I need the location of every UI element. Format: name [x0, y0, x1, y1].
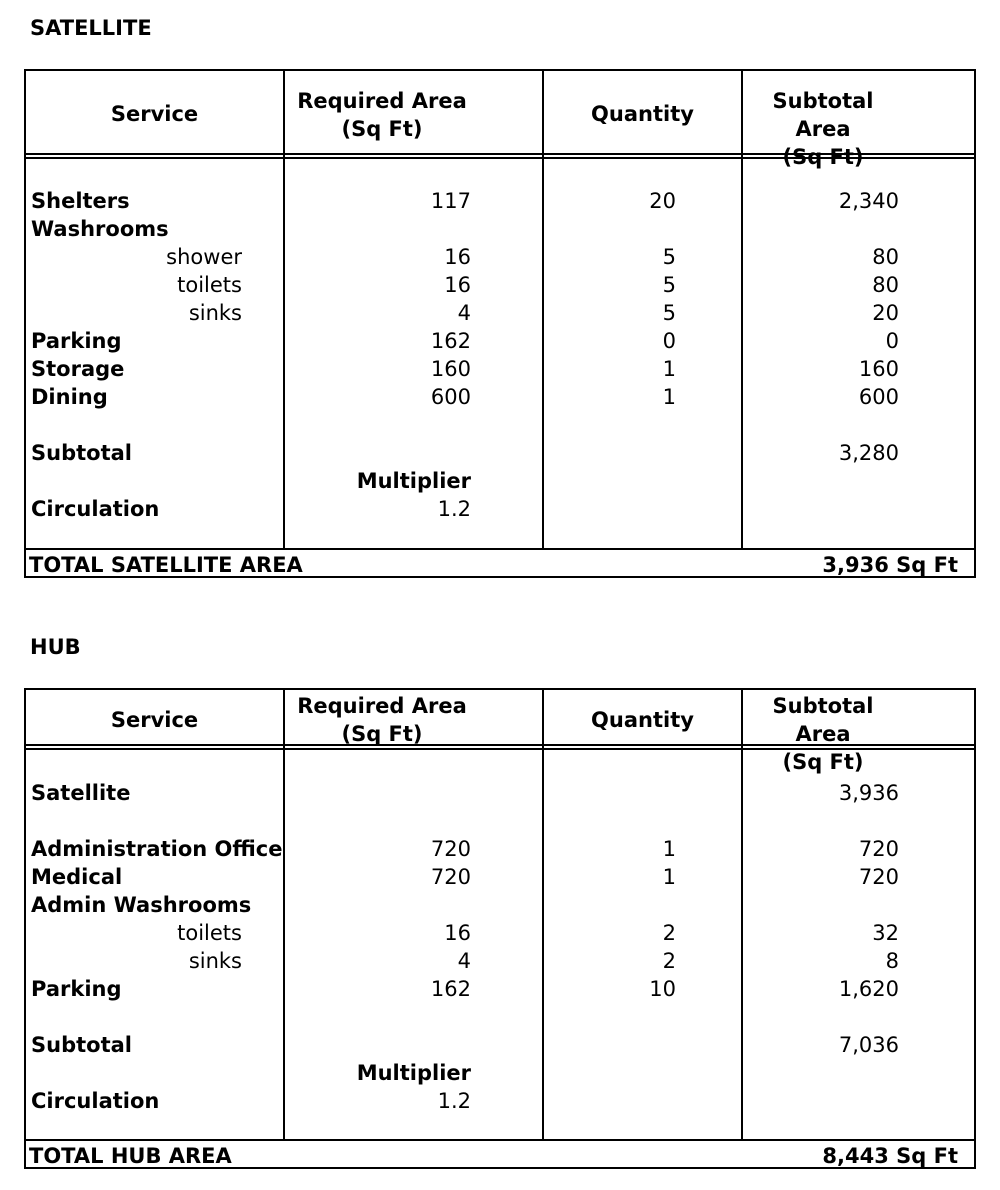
- row-sublabel: toilets: [177, 921, 242, 945]
- table-row: [26, 975, 976, 1003]
- circulation-row: [26, 1087, 976, 1115]
- header-subtotal-area: [743, 87, 903, 171]
- satellite-row: [26, 779, 976, 807]
- total-value: 3,936 Sq Ft: [822, 553, 958, 577]
- header-required-area-line1: Required Area: [297, 694, 467, 718]
- multiplier-label: Multiplier: [356, 469, 471, 493]
- row-quantity: 5: [662, 245, 676, 269]
- circulation-row: [26, 495, 976, 523]
- header-quantity: Quantity: [591, 708, 694, 732]
- total-row: [26, 551, 976, 579]
- total-value: 8,443 Sq Ft: [822, 1144, 958, 1168]
- satellite-section-title: SATELLITE: [30, 16, 152, 40]
- row-quantity: 20: [649, 189, 676, 213]
- header-required-area-line2: (Sq Ft): [341, 722, 423, 746]
- row-subtotal: 20: [872, 301, 899, 325]
- header-required-area-line2: (Sq Ft): [341, 117, 423, 141]
- header-subtotal-area-line2: (Sq Ft): [782, 145, 864, 169]
- row-label: Satellite: [31, 781, 131, 805]
- hub-table: [24, 688, 976, 1169]
- subtotal-value: 3,280: [838, 441, 899, 465]
- header-quantity: Quantity: [591, 102, 694, 126]
- table-row: [26, 947, 976, 975]
- row-required: 162: [430, 329, 471, 353]
- hub-section-title: HUB: [30, 635, 81, 659]
- table-row: [26, 271, 976, 299]
- header-required-area: [285, 87, 479, 143]
- row-required: 16: [444, 273, 471, 297]
- subtotal-label: Subtotal: [31, 1033, 132, 1057]
- header-service: Service: [110, 102, 199, 126]
- header-service: Service: [110, 708, 199, 732]
- row-subtotal: 80: [872, 245, 899, 269]
- row-subtotal: 600: [858, 385, 899, 409]
- subtotal-row: [26, 1031, 976, 1059]
- row-required: 720: [430, 837, 471, 861]
- row-quantity: 2: [662, 949, 676, 973]
- row-quantity: 1: [662, 385, 676, 409]
- table-row: [26, 835, 976, 863]
- row-label: Medical: [31, 865, 123, 889]
- table-row: [26, 243, 976, 271]
- row-required: 162: [430, 977, 471, 1001]
- row-subtotal: 80: [872, 273, 899, 297]
- row-label: Dining: [31, 385, 108, 409]
- table-row: [26, 355, 976, 383]
- header-required-area-line1: Required Area: [297, 89, 467, 113]
- multiplier-label: Multiplier: [356, 1061, 471, 1085]
- total-divider: [26, 548, 974, 550]
- row-label: Parking: [31, 977, 122, 1001]
- row-required: 720: [430, 865, 471, 889]
- row-label: Washrooms: [31, 217, 169, 241]
- row-sublabel: toilets: [177, 273, 242, 297]
- row-quantity: 2: [662, 921, 676, 945]
- multiplier-row: [26, 1059, 976, 1087]
- table-row: [26, 383, 976, 411]
- table-row: [26, 299, 976, 327]
- row-quantity: 1: [662, 357, 676, 381]
- row-sublabel: sinks: [188, 301, 242, 325]
- total-row: [26, 1142, 976, 1170]
- circulation-label: Circulation: [31, 1089, 160, 1113]
- row-subtotal: 2,340: [838, 189, 899, 213]
- table-row: [26, 327, 976, 355]
- row-subtotal: 160: [858, 357, 899, 381]
- subtotal-label: Subtotal: [31, 441, 132, 465]
- satellite-table: [24, 69, 976, 578]
- subtotal-value: 7,036: [838, 1033, 899, 1057]
- row-subtotal: 0: [885, 329, 899, 353]
- table-row: [26, 919, 976, 947]
- table-row: [26, 863, 976, 891]
- row-label: Admin Washrooms: [31, 893, 252, 917]
- row-subtotal: 720: [858, 865, 899, 889]
- row-subtotal: 1,620: [838, 977, 899, 1001]
- total-label: TOTAL HUB AREA: [29, 1144, 232, 1168]
- total-label: TOTAL SATELLITE AREA: [29, 553, 303, 577]
- header-subtotal-area-line1: Subtotal Area: [772, 89, 874, 141]
- row-required: 160: [430, 357, 471, 381]
- row-quantity: 1: [662, 865, 676, 889]
- row-quantity: 5: [662, 301, 676, 325]
- circulation-label: Circulation: [31, 497, 160, 521]
- row-label: Shelters: [31, 189, 130, 213]
- row-sublabel: sinks: [188, 949, 242, 973]
- total-divider: [26, 1139, 974, 1141]
- row-label: Administration Office: [31, 837, 283, 861]
- row-quantity: 5: [662, 273, 676, 297]
- row-quantity: 10: [649, 977, 676, 1001]
- subtotal-row: [26, 439, 976, 467]
- multiplier-row: [26, 467, 976, 495]
- row-label: Storage: [31, 357, 125, 381]
- row-sublabel: shower: [166, 245, 242, 269]
- circulation-value: 1.2: [437, 497, 471, 521]
- row-required: 4: [457, 301, 471, 325]
- table-row: [26, 215, 976, 243]
- row-required: 4: [457, 949, 471, 973]
- row-subtotal: 720: [858, 837, 899, 861]
- circulation-value: 1.2: [437, 1089, 471, 1113]
- table-row: [26, 891, 976, 919]
- row-subtotal: 32: [872, 921, 899, 945]
- header-required-area: [285, 692, 479, 748]
- header-subtotal-area-line1: Subtotal Area: [772, 694, 874, 746]
- row-required: 16: [444, 245, 471, 269]
- row-quantity: 1: [662, 837, 676, 861]
- row-quantity: 0: [662, 329, 676, 353]
- row-label: Parking: [31, 329, 122, 353]
- table-row: [26, 187, 976, 215]
- row-subtotal: 3,936: [838, 781, 899, 805]
- row-required: 600: [430, 385, 471, 409]
- row-required: 117: [430, 189, 471, 213]
- header-subtotal-area-line2: (Sq Ft): [782, 750, 864, 774]
- row-subtotal: 8: [885, 949, 899, 973]
- header-subtotal-area: [743, 692, 903, 776]
- row-required: 16: [444, 921, 471, 945]
